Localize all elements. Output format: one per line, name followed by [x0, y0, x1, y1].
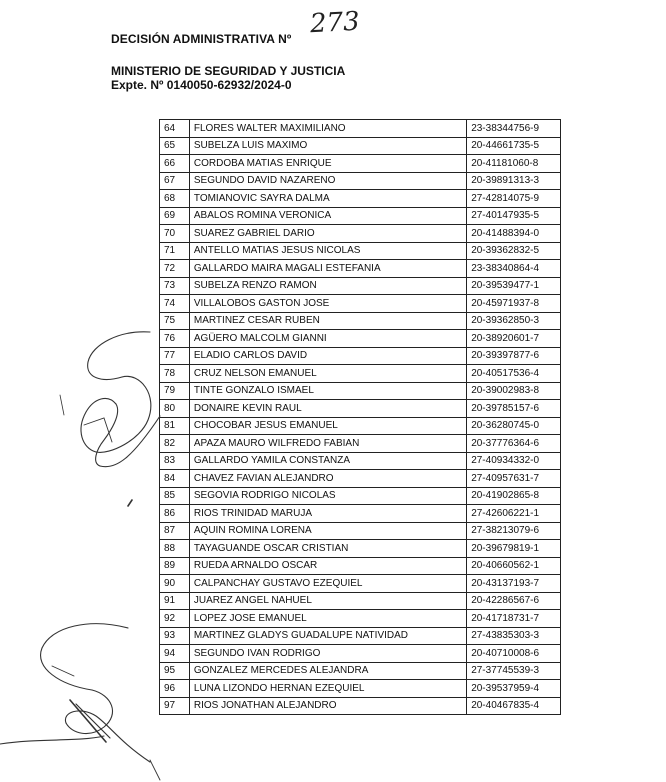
row-cuit: 20-39785157-6	[467, 400, 561, 418]
row-name: GALLARDO MAIRA MAGALI ESTEFANIA	[189, 260, 466, 278]
table-row	[160, 662, 561, 680]
row-number: 78	[160, 365, 190, 383]
row-cuit: 20-43137193-7	[467, 575, 561, 593]
ministry-name: MINISTERIO DE SEGURIDAD Y JUSTICIA	[111, 64, 346, 78]
row-cuit: 20-40517536-4	[467, 365, 561, 383]
table-row	[160, 347, 561, 365]
row-name: JUAREZ ANGEL NAHUEL	[189, 592, 466, 610]
row-name: APAZA MAURO WILFREDO FABIAN	[189, 435, 466, 453]
row-cuit: 20-41718731-7	[467, 610, 561, 628]
row-name: AQUIN ROMINA LORENA	[189, 522, 466, 540]
table-row	[160, 260, 561, 278]
row-name: CHOCOBAR JESUS EMANUEL	[189, 417, 466, 435]
table-row	[160, 487, 561, 505]
row-cuit: 20-39002983-8	[467, 382, 561, 400]
row-number: 77	[160, 347, 190, 365]
row-cuit: 20-42286567-6	[467, 592, 561, 610]
row-name: SUBELZA RENZO RAMON	[189, 277, 466, 295]
row-cuit: 27-38213079-6	[467, 522, 561, 540]
table-row	[160, 137, 561, 155]
row-cuit: 20-40710008-6	[467, 645, 561, 663]
row-name: CHAVEZ FAVIAN ALEJANDRO	[189, 470, 466, 488]
row-cuit: 20-37776364-6	[467, 435, 561, 453]
row-name: CRUZ NELSON EMANUEL	[189, 365, 466, 383]
row-number: 83	[160, 452, 190, 470]
row-number: 93	[160, 627, 190, 645]
row-cuit: 20-38920601-7	[467, 330, 561, 348]
table-row	[160, 522, 561, 540]
table-row	[160, 382, 561, 400]
row-number: 82	[160, 435, 190, 453]
row-cuit: 20-39362832-5	[467, 242, 561, 260]
table-row	[160, 242, 561, 260]
table-row	[160, 365, 561, 383]
row-name: VILLALOBOS GASTON JOSE	[189, 295, 466, 313]
row-cuit: 27-40934332-0	[467, 452, 561, 470]
row-name: SEGOVIA RODRIGO NICOLAS	[189, 487, 466, 505]
row-number: 69	[160, 207, 190, 225]
row-number: 96	[160, 680, 190, 698]
row-name: DONAIRE KEVIN RAUL	[189, 400, 466, 418]
row-name: ELADIO CARLOS DAVID	[189, 347, 466, 365]
row-name: GALLARDO YAMILA CONSTANZA	[189, 452, 466, 470]
row-cuit: 20-39891313-3	[467, 172, 561, 190]
table-row	[160, 697, 561, 715]
row-name: CORDOBA MATIAS ENRIQUE	[189, 155, 466, 173]
row-number: 76	[160, 330, 190, 348]
row-cuit: 27-43835303-3	[467, 627, 561, 645]
row-cuit: 20-40660562-1	[467, 557, 561, 575]
row-cuit: 23-38340864-4	[467, 260, 561, 278]
row-name: AGÜERO MALCOLM GIANNI	[189, 330, 466, 348]
row-number: 71	[160, 242, 190, 260]
row-number: 89	[160, 557, 190, 575]
row-number: 74	[160, 295, 190, 313]
row-name: MARTINEZ GLADYS GUADALUPE NATIVIDAD	[189, 627, 466, 645]
row-cuit: 20-39539477-1	[467, 277, 561, 295]
table-row	[160, 172, 561, 190]
table-row	[160, 452, 561, 470]
table-row	[160, 330, 561, 348]
row-cuit: 20-39397877-6	[467, 347, 561, 365]
row-cuit: 20-39537959-4	[467, 680, 561, 698]
row-cuit: 20-41488394-0	[467, 225, 561, 243]
table-row	[160, 277, 561, 295]
row-name: LUNA LIZONDO HERNAN EZEQUIEL	[189, 680, 466, 698]
row-cuit: 27-42814075-9	[467, 190, 561, 208]
row-cuit: 20-39679819-1	[467, 540, 561, 558]
row-name: TINTE GONZALO ISMAEL	[189, 382, 466, 400]
table-row	[160, 470, 561, 488]
table-row	[160, 557, 561, 575]
decision-number: 273	[309, 6, 361, 40]
row-name: LOPEZ JOSE EMANUEL	[189, 610, 466, 628]
row-number: 88	[160, 540, 190, 558]
row-name: RIOS TRINIDAD MARUJA	[189, 505, 466, 523]
row-name: SEGUNDO IVAN RODRIGO	[189, 645, 466, 663]
row-name: RUEDA ARNALDO OSCAR	[189, 557, 466, 575]
row-name: ABALOS ROMINA VERONICA	[189, 207, 466, 225]
row-cuit: 20-36280745-0	[467, 417, 561, 435]
table-row	[160, 610, 561, 628]
table-row	[160, 295, 561, 313]
row-cuit: 27-37745539-3	[467, 662, 561, 680]
row-name: SEGUNDO DAVID NAZARENO	[189, 172, 466, 190]
row-number: 80	[160, 400, 190, 418]
row-name: TAYAGUANDE OSCAR CRISTIAN	[189, 540, 466, 558]
row-number: 65	[160, 137, 190, 155]
row-number: 94	[160, 645, 190, 663]
row-number: 84	[160, 470, 190, 488]
personnel-table	[159, 119, 561, 715]
row-number: 64	[160, 120, 190, 138]
table-row	[160, 645, 561, 663]
row-name: GONZALEZ MERCEDES ALEJANDRA	[189, 662, 466, 680]
row-cuit: 20-39362850-3	[467, 312, 561, 330]
table-row	[160, 120, 561, 138]
row-cuit: 20-45971937-8	[467, 295, 561, 313]
row-number: 92	[160, 610, 190, 628]
row-number: 85	[160, 487, 190, 505]
row-number: 66	[160, 155, 190, 173]
row-number: 90	[160, 575, 190, 593]
personnel-table-body	[160, 120, 561, 715]
row-number: 67	[160, 172, 190, 190]
table-row	[160, 627, 561, 645]
row-number: 73	[160, 277, 190, 295]
table-row	[160, 505, 561, 523]
row-cuit: 27-42606221-1	[467, 505, 561, 523]
row-name: CALPANCHAY GUSTAVO EZEQUIEL	[189, 575, 466, 593]
table-row	[160, 155, 561, 173]
expediente-number: Expte. Nº 0140050-62932/2024-0	[111, 78, 292, 92]
table-row	[160, 312, 561, 330]
row-name: MARTINEZ CESAR RUBEN	[189, 312, 466, 330]
row-cuit: 20-41902865-8	[467, 487, 561, 505]
row-name: SUBELZA LUIS MAXIMO	[189, 137, 466, 155]
row-number: 75	[160, 312, 190, 330]
table-row	[160, 680, 561, 698]
row-name: TOMIANOVIC SAYRA DALMA	[189, 190, 466, 208]
table-row	[160, 540, 561, 558]
row-number: 87	[160, 522, 190, 540]
row-cuit: 27-40147935-5	[467, 207, 561, 225]
row-cuit: 23-38344756-9	[467, 120, 561, 138]
row-cuit: 20-40467835-4	[467, 697, 561, 715]
table-row	[160, 207, 561, 225]
row-number: 95	[160, 662, 190, 680]
row-number: 86	[160, 505, 190, 523]
decision-title: DECISIÓN ADMINISTRATIVA Nº	[111, 32, 292, 46]
row-name: FLORES WALTER MAXIMILIANO	[189, 120, 466, 138]
table-row	[160, 190, 561, 208]
table-row	[160, 435, 561, 453]
row-number: 91	[160, 592, 190, 610]
table-row	[160, 417, 561, 435]
row-number: 70	[160, 225, 190, 243]
row-number: 68	[160, 190, 190, 208]
row-number: 72	[160, 260, 190, 278]
table-row	[160, 400, 561, 418]
row-number: 81	[160, 417, 190, 435]
row-cuit: 20-44661735-5	[467, 137, 561, 155]
row-cuit: 20-41181060-8	[467, 155, 561, 173]
table-row	[160, 575, 561, 593]
row-name: RIOS JONATHAN ALEJANDRO	[189, 697, 466, 715]
row-number: 97	[160, 697, 190, 715]
table-row	[160, 225, 561, 243]
row-name: SUAREZ GABRIEL DARIO	[189, 225, 466, 243]
row-name: ANTELLO MATIAS JESUS NICOLAS	[189, 242, 466, 260]
row-number: 79	[160, 382, 190, 400]
table-row	[160, 592, 561, 610]
ministry-block	[111, 64, 345, 92]
row-cuit: 27-40957631-7	[467, 470, 561, 488]
